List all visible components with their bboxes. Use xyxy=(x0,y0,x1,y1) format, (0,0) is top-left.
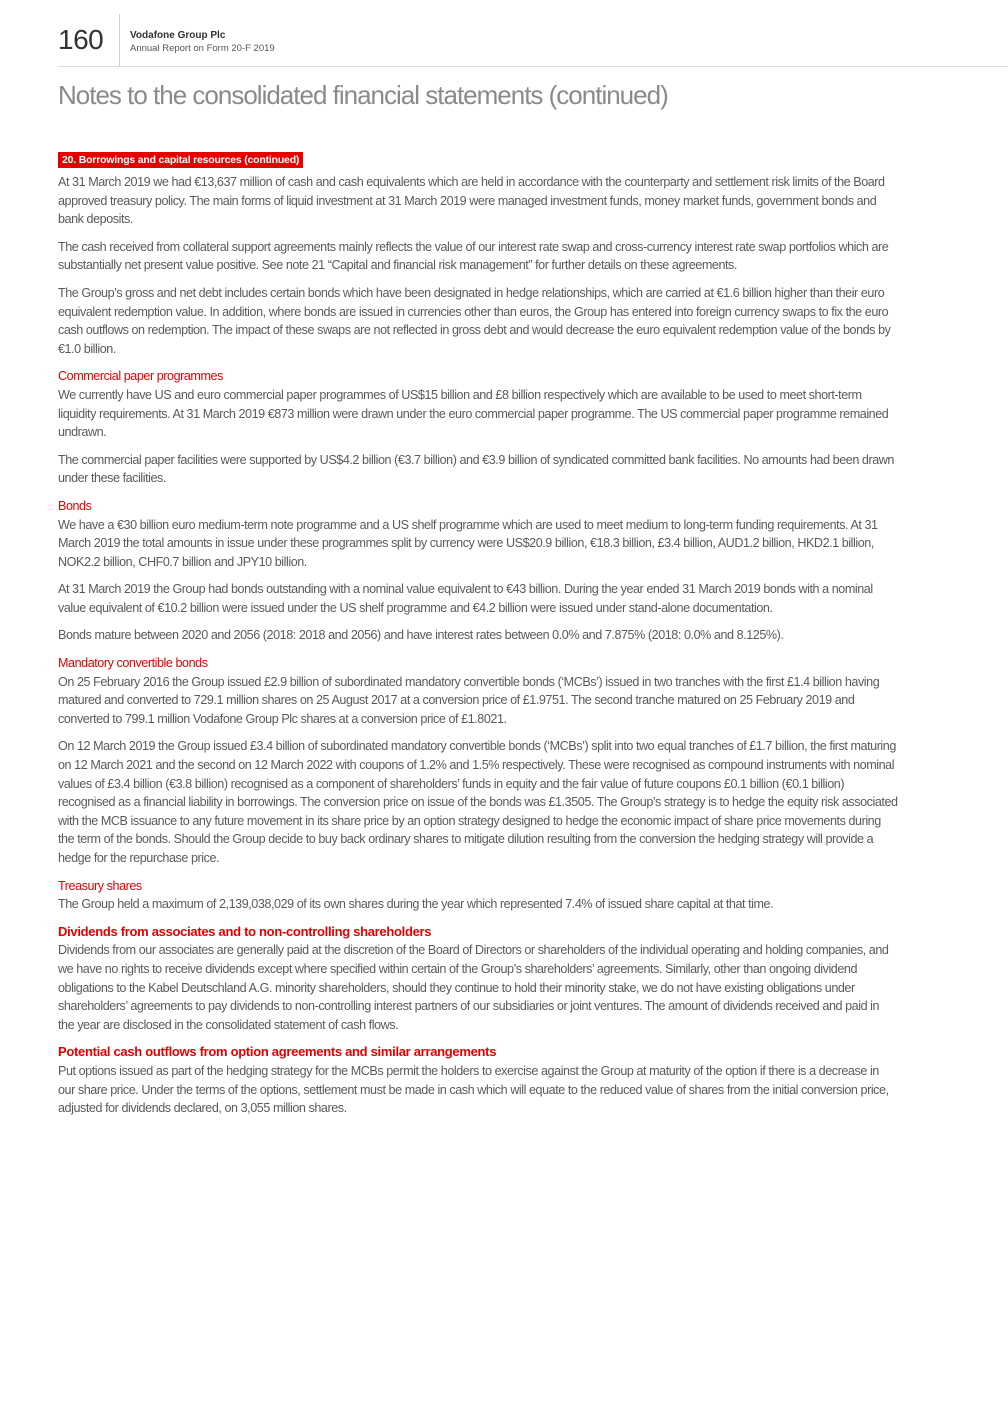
paragraph: The Group’s gross and net debt includes certain bonds which have been designated in hedge relationships, which are carried at €1.6 billion higher than their euro equivalent redemption value. In addition, where bonds are issued in currencies other than euros, the Group has entered into foreign currency swaps to fix the euro cash outflows on redemption. The impact of these swaps are not reflected in gross debt and would decrease the euro equivalent redemption value of the bonds by €1.0 billion. xyxy=(58,285,891,356)
heading-potential-cash-outflows: Potential cash outflows from option agreements and similar arrangements xyxy=(58,1044,497,1060)
heading-dividends: Dividends from associates and to non-controlling shareholders xyxy=(58,923,432,939)
paragraph: Put options issued as part of the hedging strategy for the MCBs permit the holders to exercise against the Group at maturity of the option if there is a decrease in our share price. Under the terms of the options, settlement must be made in cash which will equate to the reduced value of shares from the initial conversion price, adjusted for dividends declared, on 3,055 million shares. xyxy=(58,1063,889,1116)
page-title: Notes to the consolidated financial statements (continued) xyxy=(58,80,668,110)
paragraph: We have a €30 billion euro medium-term note programme and a US shelf programme which are used to meet medium to long-term funding requirements. At 31 March 2019 the total amounts in issue under these programmes split by currency were US$20.9 billion, €18.3 billion, £3.4 billion, AUD1.2 billion, HKD2.1 billion, NOK2.2 billion, CHF0.7 billion and JPY10 billion. xyxy=(58,517,878,569)
paragraph: Dividends from our associates are generally paid at the discretion of the Board of Directors or shareholders of the individual operating and holding companies, and we have no rights to receive dividends except where specified within certain of the Group’s shareholders’ agreements. Similarly, other than ongoing dividend obligations to the Kabel Deutschland A.G. minority shareholders, should they continue to hold their minority stake, we do not have existing obligations under shareholders’ agreements to pay dividends to non-controlling interest partners of our subsidiaries or joint ventures. The amount of dividends received and paid in the year are disclosed in the consolidated statement of cash flows. xyxy=(58,943,889,1032)
paragraph: At 31 March 2019 we had €13,637 million of cash and cash equivalents which are held in accordance with the counterparty and settlement risk limits of the Board approved treasury policy. The main forms of liquid investment at 31 March 2019 were managed investment funds, money market funds, government bonds and bank deposits. xyxy=(58,175,885,227)
subheading-commercial-paper: Commercial paper programmes xyxy=(58,369,223,384)
page-number: 160 xyxy=(58,24,104,55)
paragraph: At 31 March 2019 the Group had bonds outstanding with a nominal value equivalent to €43 billion. During the year ended 31 March 2019 bonds with a nominal value equivalent of €10.2 billion were issued under the US shelf programme and €4.2 billion were issued under stand-alone documentation. xyxy=(58,582,873,615)
paragraph: The Group held a maximum of 2,139,038,029 of its own shares during the year which represented 7.4% of issued share capital at that time. xyxy=(58,897,774,912)
paragraph: On 25 February 2016 the Group issued £2.9 billion of subordinated mandatory convertible bonds (‘MCBs’) issued in two tranches with the first £1.4 billion having matured and converted to 729.1 million shares on 25 August 2017 at a conversion price of £1.9751. The second tranche matured on 25 February 2019 and converted to 799.1 million Vodafone Group Plc shares at a conversion price of £1.8021. xyxy=(58,674,880,726)
header-vertical-divider xyxy=(119,14,120,66)
paragraph: Bonds mature between 2020 and 2056 (2018: 2018 and 2056) and have interest rates between 0.0% and 7.875% (2018: 0.0% and 8.125%). xyxy=(58,628,784,643)
paragraph: We currently have US and euro commercial paper programmes of US$15 billion and £8 billion respectively which are available to be used to meet short-term liquidity requirements. At 31 March 2019 €873 million were drawn under the euro commercial paper programme. The US commercial paper programme remained undrawn. xyxy=(58,387,889,440)
section-banner: 20. Borrowings and capital resources (continued) xyxy=(58,152,303,168)
header-divider xyxy=(58,66,1008,67)
company-name: Vodafone Group Plc xyxy=(130,30,226,41)
paragraph: On 12 March 2019 the Group issued £3.4 billion of subordinated mandatory convertible bonds (‘MCBs’) split into two equal tranches of £1.7 billion, the first maturing on 12 March 2021 and the second on 12 March 2022 with coupons of 1.2% and 1.5% respectively. These were recognised as compound instruments with nominal values of £3.4 billion (€3.8 billion) recognised as a component of shareholders’ funds in equity and the fair value of future coupons £0.1 billion (€0.1 billion) recognised as a financial liability in borrowings. The conversion price on issue of the bonds was £1.3505. The Group’s strategy is to hedge the equity risk associated with the MCB issuance to any future movement in its share price by an option strategy designed to hedge the economic impact of share price movements during the term of the bonds. Should the Group decide to buy back ordinary shares to mitigate dilution resulting from the conversion the hedging strategy will provide a hedge for the repurchase price. xyxy=(58,739,898,865)
page-content xyxy=(58,150,898,1127)
subheading-mandatory-convertible-bonds: Mandatory convertible bonds xyxy=(58,656,208,671)
paragraph: The commercial paper facilities were supported by US$4.2 billion (€3.7 billion) and €3.9 billion of syndicated committed bank facilities. No amounts had been drawn under these facilities. xyxy=(58,452,894,486)
report-name: Annual Report on Form 20-F 2019 xyxy=(130,43,275,54)
subheading-bonds: Bonds xyxy=(58,498,92,513)
subheading-treasury-shares: Treasury shares xyxy=(58,878,142,893)
paragraph: The cash received from collateral support agreements mainly reflects the value of our interest rate swap and cross-currency interest rate swap portfolios which are substantially net present value positive. See note 21 “Capital and financial risk management” for further details on these agreements. xyxy=(58,239,889,273)
